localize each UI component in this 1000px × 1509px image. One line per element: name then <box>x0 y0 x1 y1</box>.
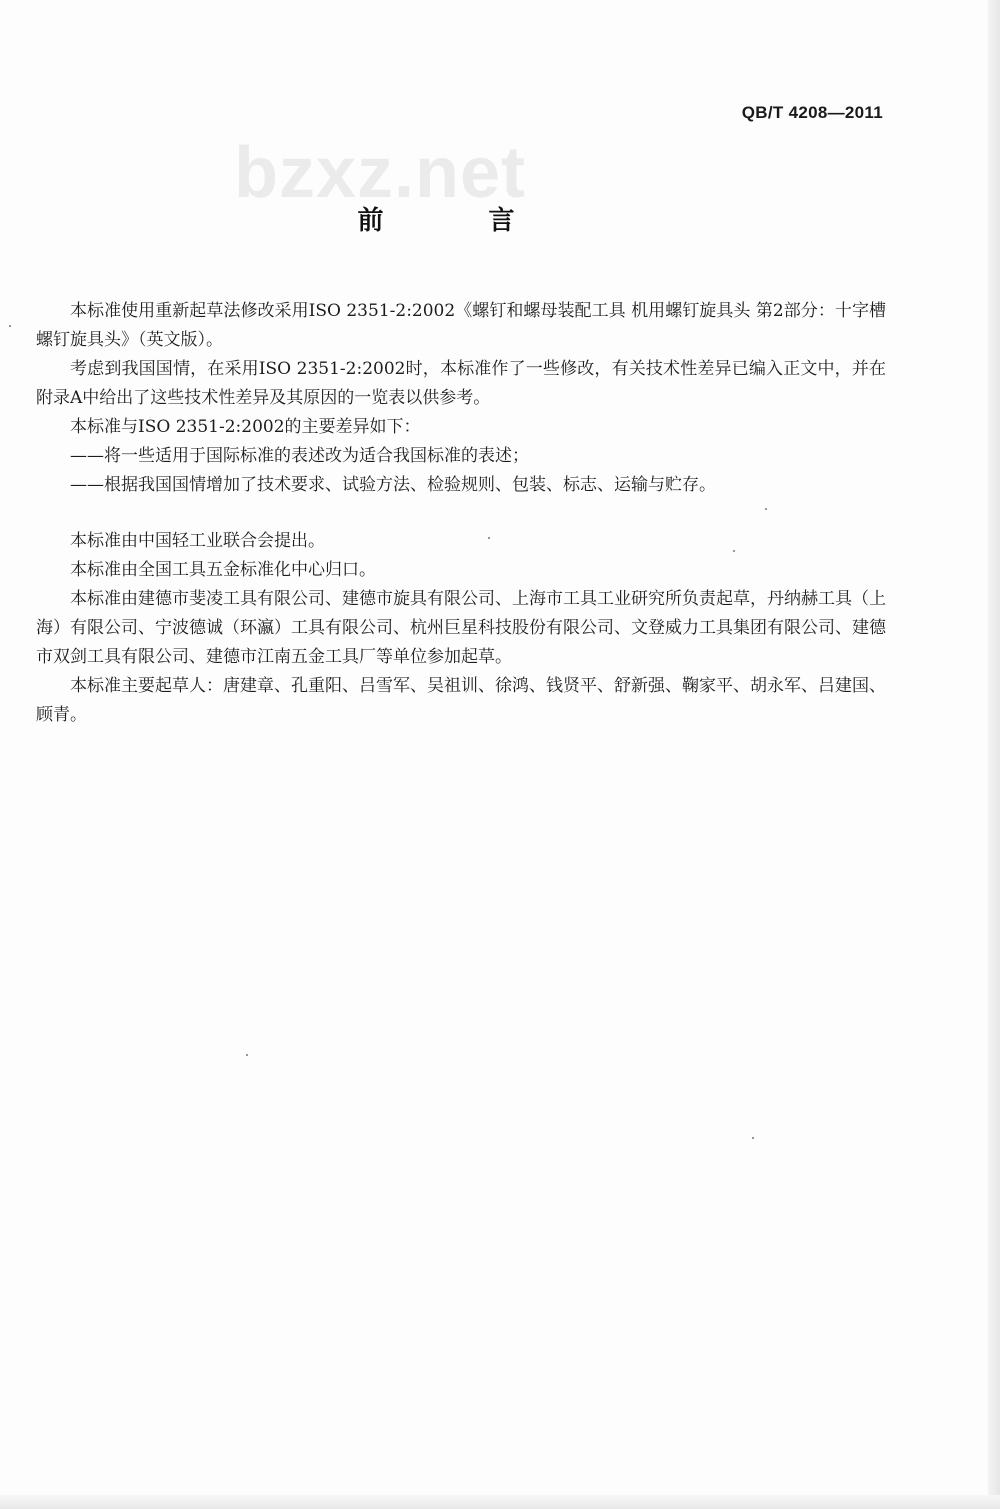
paragraph: 本标准主要起草人：唐建章、孔重阳、吕雪军、吴祖训、徐鸿、钱贤平、舒新强、鞠家平、胡永军、吕建国、顾青。 <box>36 676 886 725</box>
paragraph: 考虑到我国国情，在采用ISO 2351-2:2002时，本标准作了一些修改，有关技术性差异已编入正文中，并在附录A中给出了这些技术性差异及其原因的一览表以供参考。 <box>36 359 886 408</box>
paragraph: 本标准与ISO 2351-2:2002的主要差异如下： <box>70 417 421 437</box>
scan-speck <box>752 1137 754 1139</box>
scan-speck <box>246 1054 248 1056</box>
scan-speck <box>733 550 735 552</box>
paragraph-gap <box>36 500 886 527</box>
page-edge-shadow-right <box>988 0 1000 1509</box>
list-item: ——将一些适用于国际标准的表述改为适合我国标准的表述； <box>70 446 529 466</box>
scan-speck <box>488 537 490 539</box>
standard-code: QB/T 4208—2011 <box>741 103 883 122</box>
scan-speck <box>765 508 767 510</box>
paragraph: 本标准由中国轻工业联合会提出。 <box>70 531 325 551</box>
paragraph: 本标准由全国工具五金标准化中心归口。 <box>70 560 376 580</box>
scan-speck <box>9 325 11 327</box>
watermark: bzxz.net <box>233 133 527 213</box>
paragraph: 本标准由建德市斐凌工具有限公司、建德市旋具有限公司、上海市工具工业研究所负责起草，丹纳赫工具（上海）有限公司、宁波德诚（环瀛）工具有限公司、杭州巨星科技股份有限公司、文登威力工具集团有限公司、建德市双剑工具有限公司、建德市江南五金工具厂等单位参加起草。 <box>36 589 886 667</box>
page-edge-shadow-bottom <box>0 1495 1000 1509</box>
list-item: ——根据我国国情增加了技术要求、试验方法、检验规则、包装、标志、运输与贮存。 <box>70 475 716 495</box>
page-title: 前 言 <box>357 206 563 236</box>
foreword-body <box>36 297 886 730</box>
paragraph: 本标准使用重新起草法修改采用ISO 2351-2:2002《螺钉和螺母装配工具 机用螺钉旋具头 第2部分：十字槽螺钉旋具头》（英文版）。 <box>36 301 886 350</box>
